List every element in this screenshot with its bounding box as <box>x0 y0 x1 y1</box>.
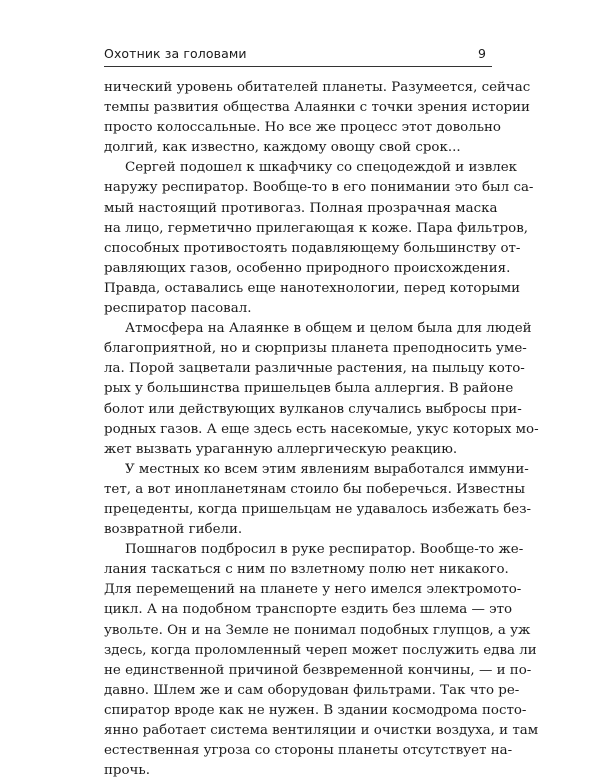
text-line: давно. Шлем же и сам оборудован фильтрами. Так что ре- <box>104 682 520 698</box>
text-line: равляющих газов, особенно природного происхождения. <box>104 260 511 276</box>
text-line: Пошнагов подбросил в руке респиратор. Вообще-то же- <box>125 542 524 558</box>
text-line: ла. Порой зацветали различные растения, на пыльцу кото- <box>104 361 525 377</box>
text-line: спиратор вроде как не нужен. В здании космодрома посто- <box>104 702 527 718</box>
text-line: рых у большинства пришельцев была аллергия. В районе <box>104 381 514 397</box>
text-line: возвратной гибели. <box>104 522 243 538</box>
page-number: 9 <box>477 46 486 61</box>
text-line: болот или действующих вулканов случались выбросы при- <box>104 401 522 417</box>
text-line: родных газов. А еще здесь есть насекомые, укус которых мо- <box>104 421 539 437</box>
text-line: Атмосфера на Алаянке в общем и целом была для людей <box>125 321 532 337</box>
text-line: цикл. А на подобном транспорте ездить без шлема — это <box>104 602 513 618</box>
text-line: Правда, оставались еще нанотехнологии, перед которыми <box>104 280 521 296</box>
text-line: респиратор пасовал. <box>104 301 252 317</box>
text-line: способных противостоять подавляющему большинству от- <box>104 240 521 256</box>
header-rule <box>104 66 492 67</box>
text-line: просто колоссальные. Но все же процесс этот довольно <box>104 120 501 136</box>
text-line: наружу респиратор. Вообще-то в его понимании это был са- <box>104 180 534 196</box>
book-title: Охотник за головами <box>104 46 247 61</box>
text-line: нический уровень обитателей планеты. Разумеется, сейчас <box>104 80 531 95</box>
text-line: естественная угроза со стороны планеты отсутствует на- <box>104 743 513 759</box>
text-line: янно работает система вентиляции и очистки воздуха, и там <box>104 723 539 738</box>
text-line: не единственной причиной безвременной кончины, — и по- <box>104 662 532 678</box>
text-line: прочь. <box>104 763 150 779</box>
text-line: прецеденты, когда пришельцам не удавалось избежать без- <box>104 501 532 517</box>
text-line: благоприятной, но и сюрпризы планета преподносить уме- <box>104 341 527 357</box>
text-line: на лицо, герметично прилегающая к коже. Пара фильтров, <box>104 220 529 236</box>
text-line: лания таскаться с ним по взлетному полю нет никакого. <box>104 562 509 578</box>
text-line: тет, а вот инопланетянам стоило бы поберечься. Известны <box>104 481 526 497</box>
text-line: темпы развития общества Алаянки с точки зрения истории <box>104 100 530 116</box>
text-line: Сергей подошел к шкафчику со спецодеждой и извлек <box>125 160 518 176</box>
body-text <box>104 78 539 781</box>
text-line: жет вызвать ураганную аллергическую реакцию. <box>104 441 458 457</box>
text-line: увольте. Он и на Земле не понимал подобных глупцов, а уж <box>104 622 531 638</box>
text-line: Для перемещений на планете у него имелся электромото- <box>104 582 522 598</box>
running-header <box>104 46 486 61</box>
text-line: долгий, как известно, каждому овощу свой срок... <box>104 140 461 156</box>
text-line: мый настоящий противогаз. Полная прозрачная маска <box>104 200 498 216</box>
text-line: У местных ко всем этим явлениям выработался иммуни- <box>125 461 529 477</box>
text-line: здесь, когда проломленный череп может послужить едва ли <box>104 642 537 658</box>
